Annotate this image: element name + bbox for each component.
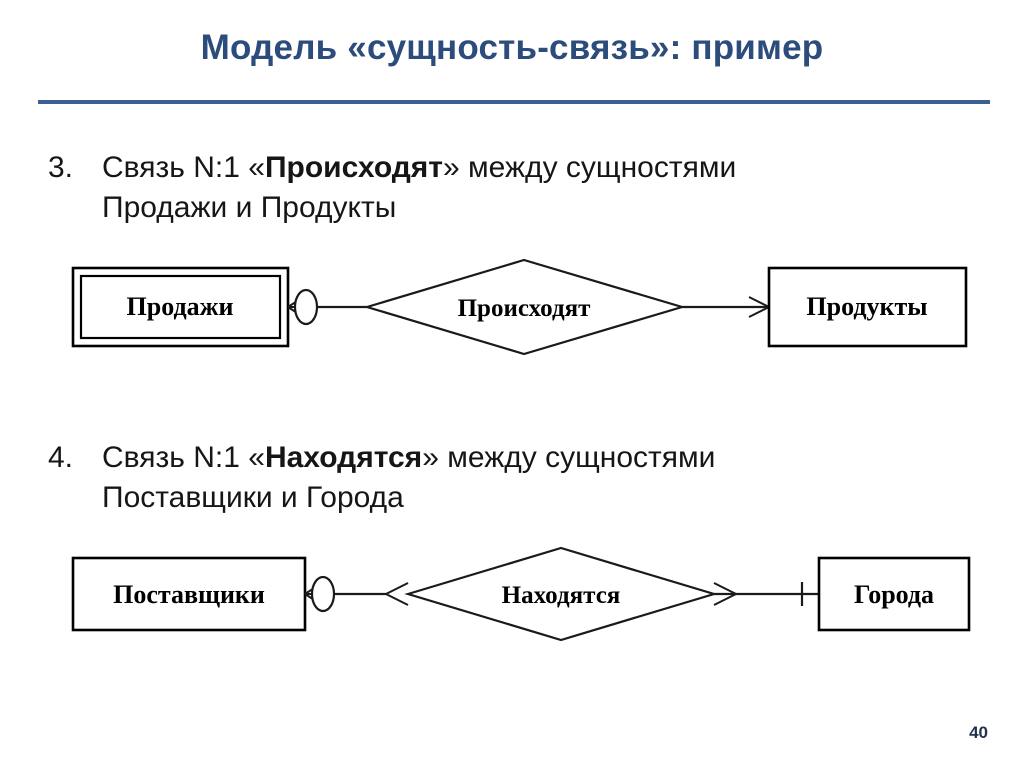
entity-postavshiki xyxy=(73,558,305,630)
entity-goroda xyxy=(819,558,969,630)
entity-produkty xyxy=(769,268,966,346)
relationship-nahodyatsya xyxy=(408,548,714,640)
entity-prodazhi-label: Продажи xyxy=(126,292,234,321)
connector-left-crows-foot xyxy=(288,290,367,324)
relationship-proishodyat-label: Происходят xyxy=(457,295,591,322)
entity-postavshiki-label: Поставщики xyxy=(113,580,265,609)
bullet-line-4-1 xyxy=(102,438,978,478)
connector-right-arrow xyxy=(682,297,769,317)
relationship-proishodyat xyxy=(367,260,682,354)
connector-right-one-tick xyxy=(714,582,819,606)
bullet-3-text-pre: Связь N:1 « xyxy=(102,151,265,184)
connector-left-crows-foot xyxy=(305,577,386,611)
bullet-item-3 xyxy=(48,148,978,228)
entity-prodazhi xyxy=(73,268,288,346)
relationship-nahodyatsya-label: Находятся xyxy=(501,582,621,609)
bullet-number-4: 4. xyxy=(48,441,74,474)
bullet-number-3: 3. xyxy=(48,151,74,184)
bullet-line-4-2: Поставщики и Города xyxy=(102,481,404,514)
page-title: Модель «сущность-связь»: пример xyxy=(200,28,824,67)
page-number: 40 xyxy=(969,723,988,742)
bullet-3-relationship-name: Происходят xyxy=(264,151,443,184)
bullet-line-3-2: Продажи и Продукты xyxy=(102,191,397,224)
bullet-line-3-1 xyxy=(102,148,978,188)
bullet-3-text-post: » между сущностями xyxy=(443,151,737,184)
er-diagram-postavshiki-goroda xyxy=(56,540,986,670)
er-diagram-prodazhi-produkty xyxy=(56,252,986,382)
bullet-item-4 xyxy=(48,438,978,518)
bullet-4-text-pre: Связь N:1 « xyxy=(102,441,265,474)
title-divider xyxy=(38,100,990,104)
entity-goroda-label: Города xyxy=(853,580,935,609)
entity-produkty-label: Продукты xyxy=(806,292,928,321)
bullet-4-text-post: » между сущностями xyxy=(422,441,716,474)
bullet-4-relationship-name: Находятся xyxy=(264,441,423,474)
